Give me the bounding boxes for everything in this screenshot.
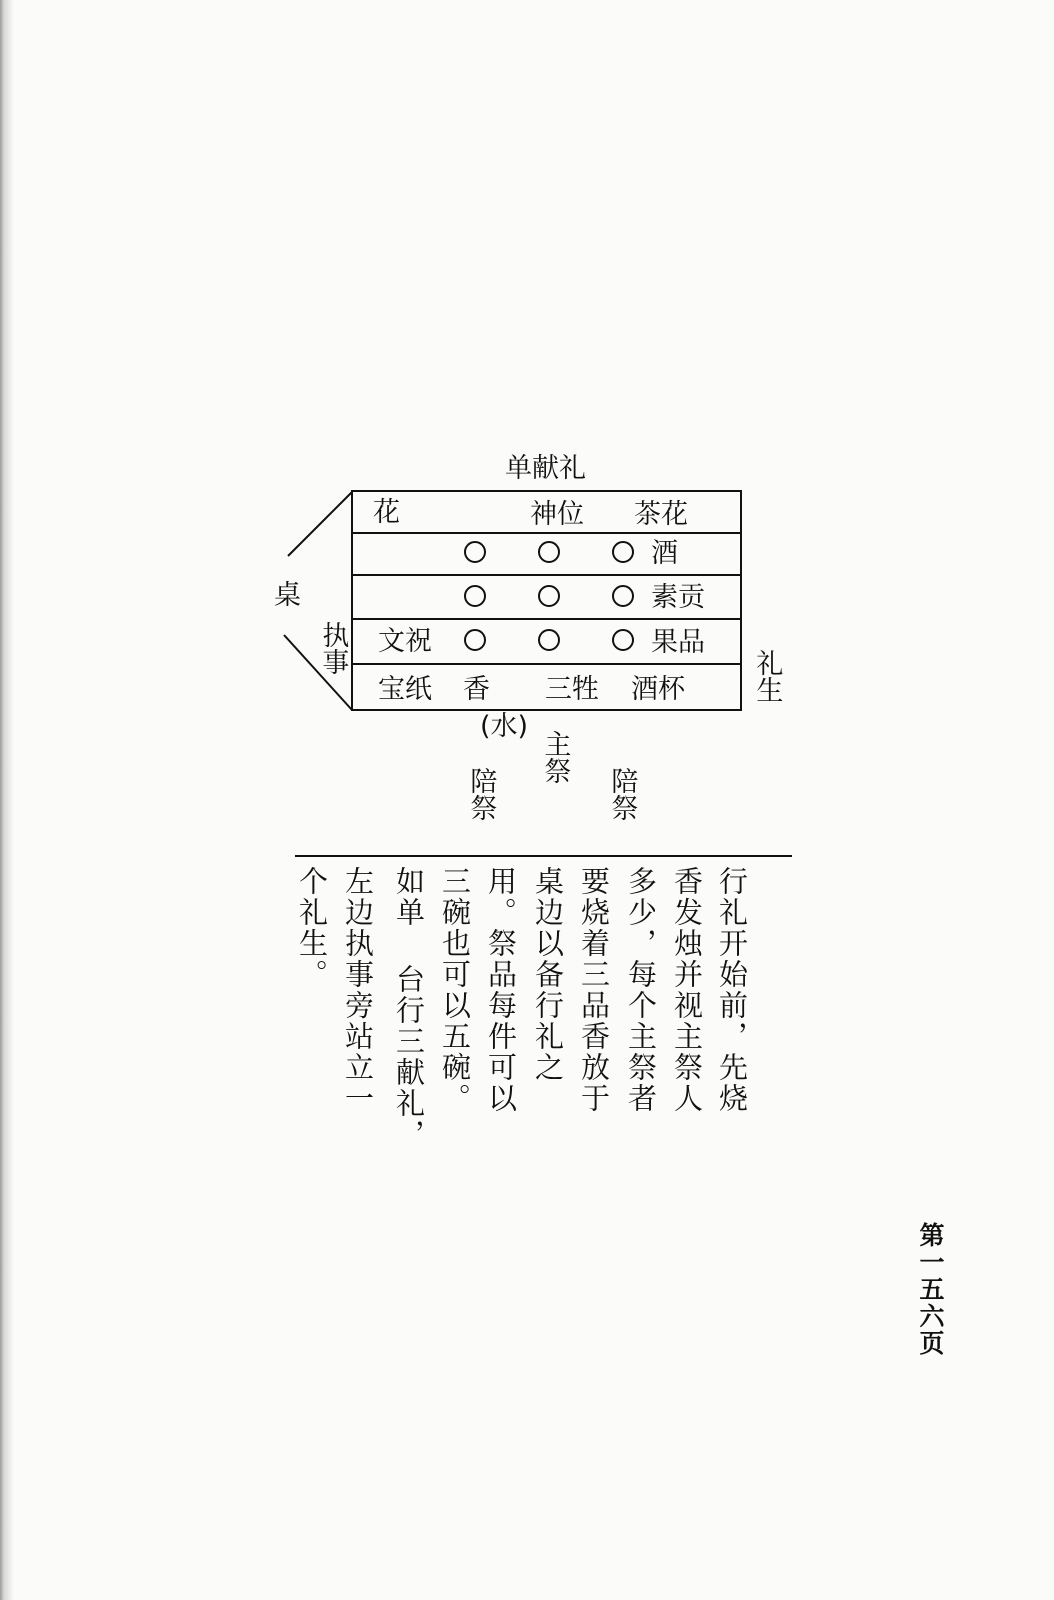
wine-cup-label: 酒杯	[631, 674, 685, 705]
three-sacrifices-label: 三牲	[545, 674, 599, 705]
text-column: 香发烛并视主祭人	[670, 866, 704, 1114]
wine-label: 酒	[651, 538, 678, 569]
section-divider	[295, 855, 792, 857]
text-column: 桌边以备行礼之	[531, 866, 565, 1083]
text-column: 左边执事旁站立一	[341, 866, 375, 1114]
deity-tablet-label: 神位	[530, 499, 584, 530]
diagram-title: 单献礼	[505, 453, 586, 484]
tea-flower-label: 茶花	[634, 499, 688, 530]
assistant-officiant-right-label: 陪祭	[606, 767, 638, 821]
text-column: 三碗也可以五碗。	[438, 866, 472, 1114]
offering-cup	[464, 541, 486, 563]
prayer-text-label: 文祝	[378, 626, 432, 657]
offering-cup	[612, 585, 634, 607]
text-column: 多少，每个主祭者	[624, 866, 658, 1114]
offering-cup	[538, 585, 560, 607]
text-column: 如单 台行三献礼，	[392, 866, 426, 1150]
left-staff-label: 执事	[317, 621, 349, 675]
offering-cup	[464, 629, 486, 651]
table-label: 桌	[274, 580, 301, 611]
text-column: 用。祭品每件可以	[484, 866, 518, 1114]
offering-cup	[464, 585, 486, 607]
offering-cup	[612, 629, 634, 651]
text-column: 行礼开始前，先烧	[715, 866, 749, 1114]
fruit-label: 果品	[651, 627, 705, 658]
offering-cup	[538, 629, 560, 651]
offering-cup	[538, 541, 560, 563]
page-number: 第一五六页	[916, 1222, 945, 1357]
vegetarian-offering-label: 素贡	[651, 582, 705, 613]
paper-money-label: 宝纸	[378, 674, 432, 705]
flower-left-label: 花	[373, 497, 400, 528]
chief-officiant-label: 主祭	[539, 730, 571, 784]
incense-label: 香	[463, 674, 490, 705]
text-column: 个礼生。	[295, 866, 329, 990]
right-staff-label: 礼生	[751, 649, 783, 703]
assistant-officiant-left-label: 陪祭	[465, 767, 497, 821]
offering-cup	[612, 541, 634, 563]
water-label: (水)	[480, 711, 529, 742]
text-column: 要烧着三品香放于	[577, 866, 611, 1114]
